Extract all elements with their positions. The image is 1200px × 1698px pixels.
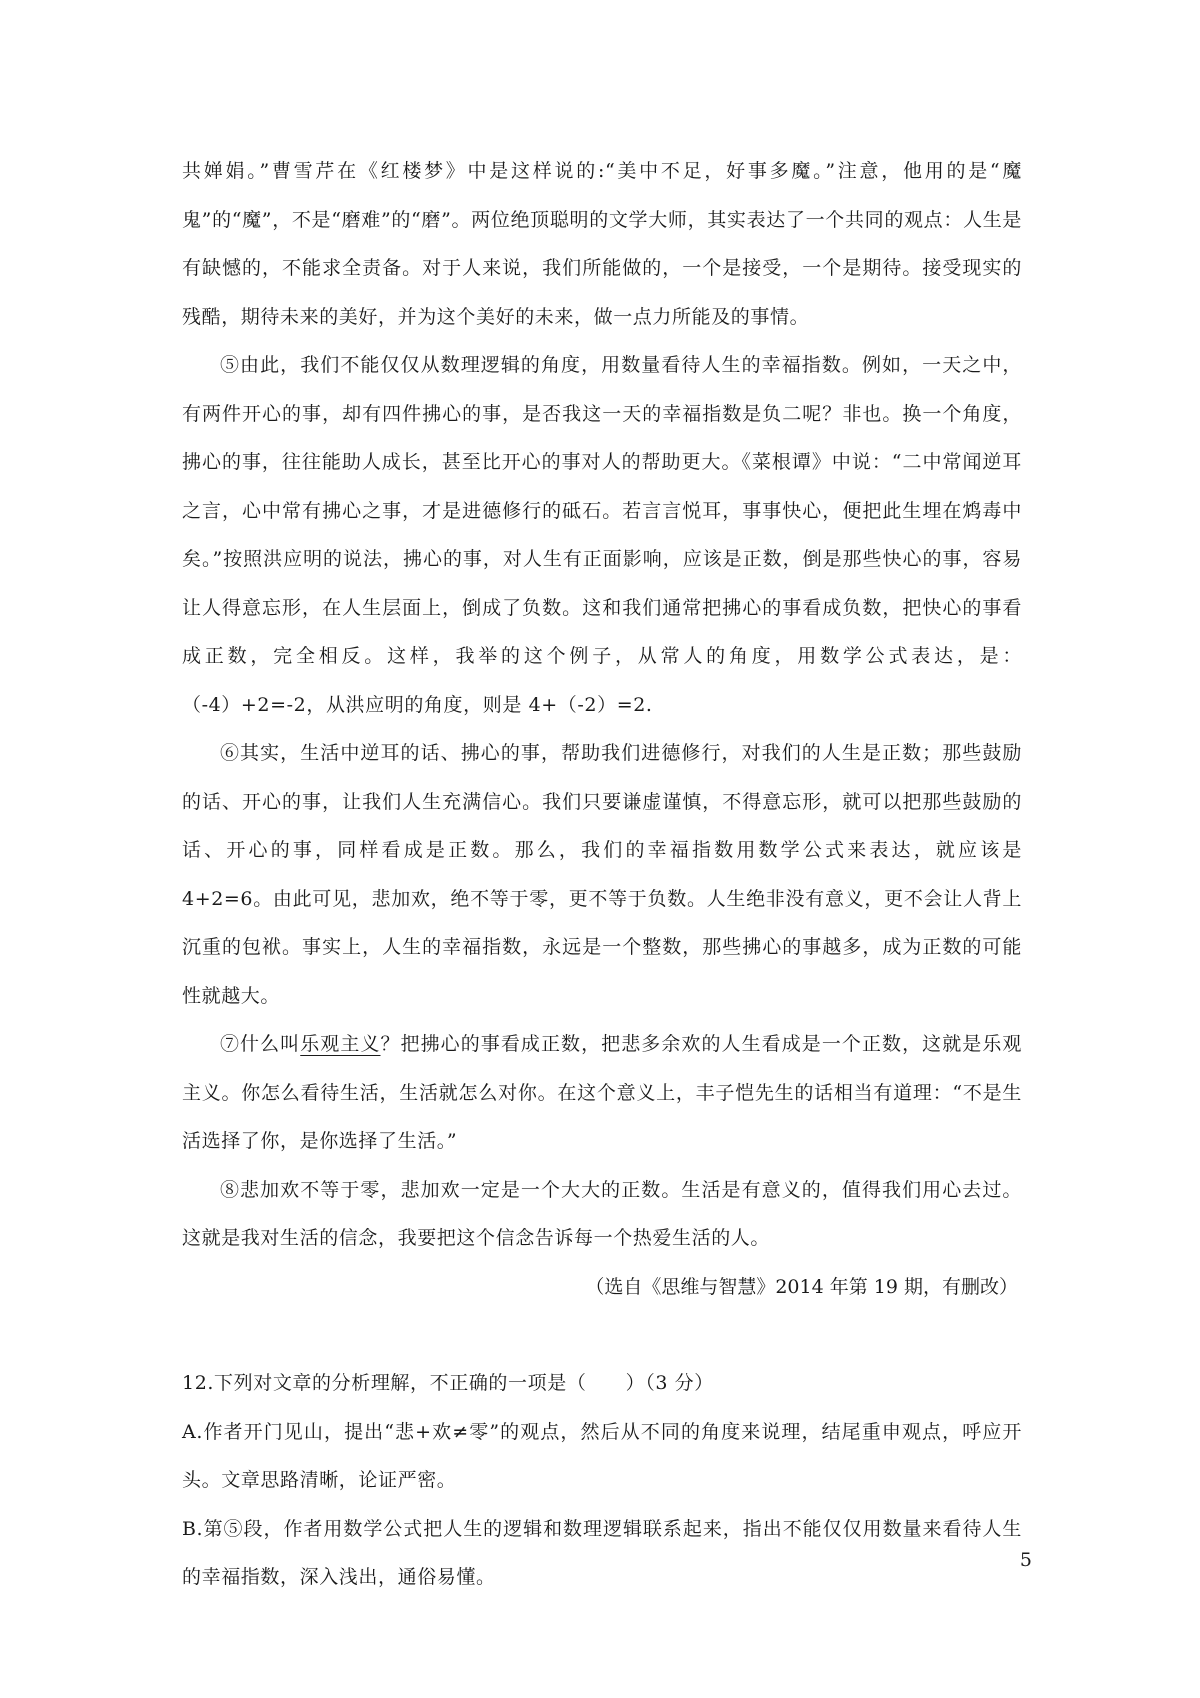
- section-gap: [182, 1311, 1022, 1359]
- paragraph-5: ⑤由此，我们不能仅仅从数理逻辑的角度，用数量看待人生的幸福指数。例如，一天之中，有两件开心的事，却有四件拂心的事，是否我这一天的幸福指数是负二呢？非也。换一个角度，拂心的事，往往能助人成长，甚至比开心的事对人的帮助更大。《菜根谭》中说：“二中常闻逆耳之言，心中常有拂心之事，才是进德修行的砥石。若言言悦耳，事事快心，便把此生埋在鸩毒中矣。”按照洪应明的说法，拂心的事，对人生有正面影响，应该是正数，倒是那些快心的事，容易让人得意忘形，在人生层面上，倒成了负数。这和我们通常把拂心的事看成负数，把快心的事看成正数，完全相反。这样，我举的这个例子，从常人的角度，用数学公式表达，是：（-4）+2=-2，从洪应明的角度，则是 4+（-2）=2.: [182, 354, 1022, 716]
- paragraph-6: ⑥其实，生活中逆耳的话、拂心的事，帮助我们进德修行，对我们的人生是正数；那些鼓励的话、开心的事，让我们人生充满信心。我们只要谦虚谨慎，不得意忘形，就可以把那些鼓励的话、开心的事，同样看成是正数。那么，我们的幸福指数用数学公式来表达，就应该是 4+2=6。由此可见，悲加欢，绝不等于零，更不等于负数。人生绝非没有意义，更不会让人背上沉重的包袱。事实上，人生的幸福指数，永远是一个整数，那些拂心的事越多，成为正数的可能性就越大。: [182, 742, 1022, 1007]
- paragraph-7-prefix: ⑦什么叫: [220, 1033, 301, 1055]
- paragraph-7: [182, 1020, 1022, 1166]
- paragraph-4-continuation: 共婵娟。”曹雪芹在《红楼梦》中是这样说的:“美中不足，好事多魔。”注意，他用的是“魔鬼”的“魔”，不是“磨难”的“磨”。两位绝顶聪明的文学大师，其实表达了一个共同的观点：人生是有缺憾的，不能求全责备。对于人来说，我们所能做的，一个是接受，一个是期待。接受现实的残酷，期待未来的美好，并为这个美好的未来，做一点力所能及的事情。: [182, 160, 1022, 328]
- paragraph-7-rest: ？把拂心的事看成正数，把悲多余欢的人生看成是一个正数，这就是乐观主义。你怎么看待生活，生活就怎么对你。在这个意义上，丰子恺先生的话相当有道理：“不是生活选择了你，是你选择了生活。”: [182, 1033, 1022, 1152]
- paragraph-8: ⑧悲加欢不等于零，悲加欢一定是一个大大的正数。生活是有意义的，值得我们用心去过。这就是我对生活的信念，我要把这个信念告诉每一个热爱生活的人。: [182, 1178, 1022, 1249]
- underlined-term: 乐观主义: [300, 1033, 381, 1055]
- option-b: B.第⑤段，作者用数学公式把人生的逻辑和数理逻辑联系起来，指出不能仅仅用数量来看待人生的幸福指数，深入浅出，通俗易懂。: [182, 1517, 1022, 1588]
- option-a: A.作者开门见山，提出“悲+欢≠零”的观点，然后从不同的角度来说理，结尾重申观点，呼应开头。文章思路清晰，论证严密。: [182, 1420, 1022, 1491]
- question-stem: 12.下列对文章的分析理解，不正确的一项是（ ）（3 分）: [182, 1372, 714, 1394]
- article-source: （选自《思维与智慧》2014 年第 19 期，有删改）: [585, 1275, 1018, 1298]
- page-number: 5: [1019, 1549, 1032, 1571]
- article-body: [182, 147, 1022, 1602]
